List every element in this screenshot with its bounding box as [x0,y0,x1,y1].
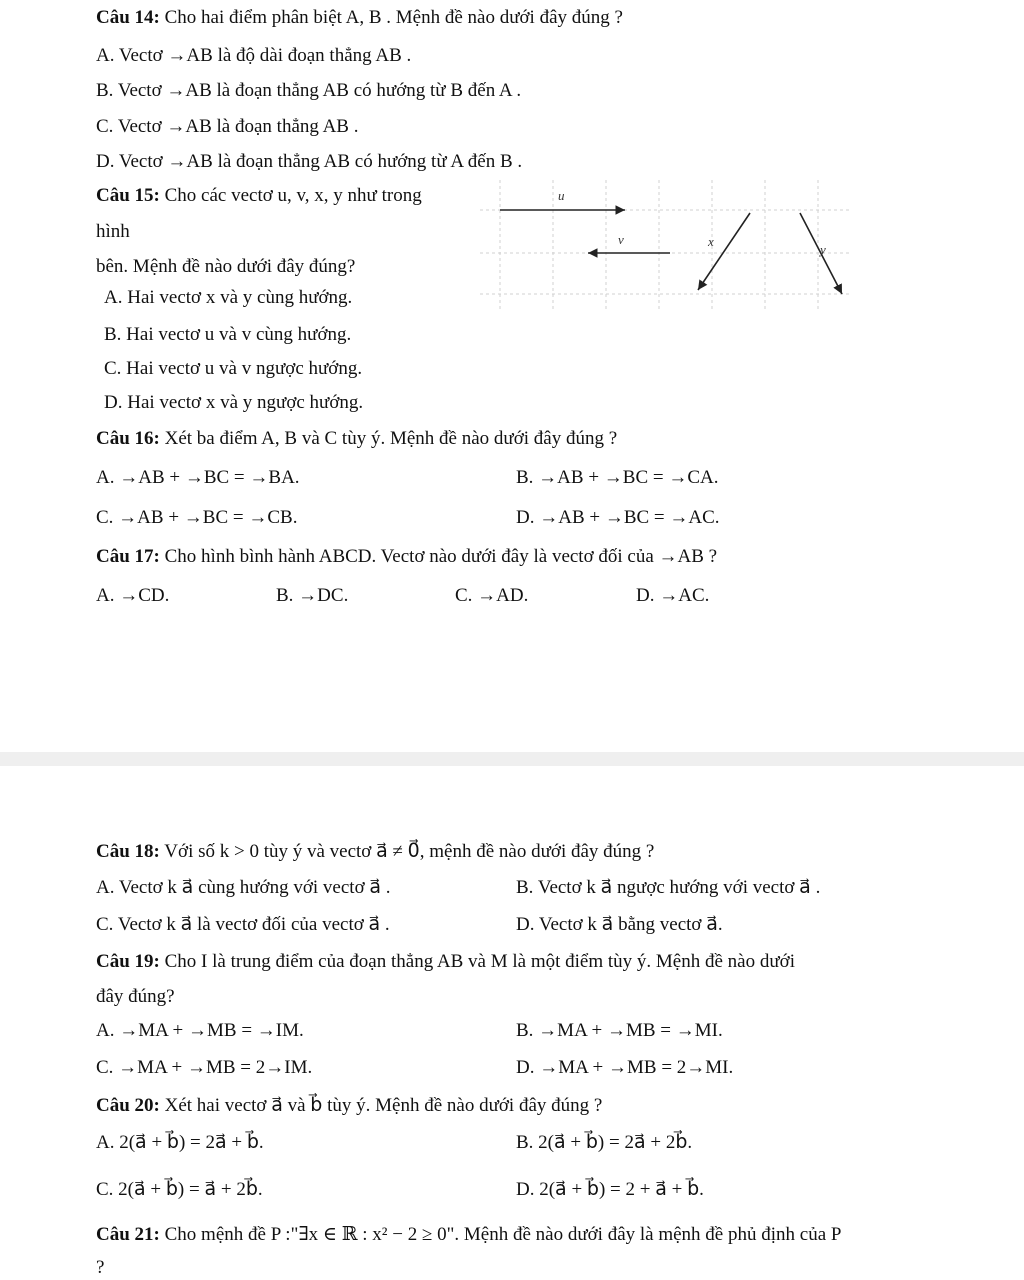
q19-text-line1: Cho I là trung điểm của đoạn thẳng AB và M là một điểm tùy ý. Mệnh đề nào dưới [164,951,795,972]
q17-option-a[interactable]: A. →CD. [96,585,170,606]
q20-option-c[interactable]: C. 2(a⃗ + b⃗) = a⃗ + 2b⃗. [96,1179,263,1200]
vector-x [698,213,750,290]
page-separator [0,752,1024,766]
q16-text: Xét ba điểm A, B và C tùy ý. Mệnh đề nào dưới đây đúng ? [164,428,618,449]
q19-option-d[interactable]: D. →MA + →MB = 2→MI. [516,1057,734,1078]
q15-option-d[interactable]: D. Hai vectơ x và y ngược hướng. [104,392,364,413]
q19-option-a[interactable]: A. →MA + →MB = →IM. [96,1020,304,1041]
q21-stem [96,1223,841,1247]
q15-text-line3: bên. Mệnh đề nào dưới đây đúng? [96,256,356,277]
q17-text: Cho hình bình hành ABCD. Vectơ nào dưới đây là vectơ đối của →AB ? [164,546,718,567]
q16-option-a[interactable]: A. →AB + →BC = →BA. [96,467,300,488]
q21-label: Câu 21: [96,1224,160,1245]
q14-stem [96,6,623,30]
q19-text-line2: đây đúng? [96,986,175,1007]
q14-option-a[interactable]: A. Vectơ →AB là độ dài đoạn thẳng AB . [96,45,412,66]
q15-option-a[interactable]: A. Hai vectơ x và y cùng hướng. [104,287,353,308]
q15-option-b[interactable]: B. Hai vectơ u và v cùng hướng. [104,324,352,345]
q20-label: Câu 20: [96,1095,160,1116]
q14-text: Cho hai điểm phân biệt A, B . Mệnh đề nào dưới đây đúng ? [164,7,623,28]
q17-stem [96,545,717,569]
q16-option-c[interactable]: C. →AB + →BC = →CB. [96,507,298,528]
q15-text-line2: hình [96,221,130,242]
q15-vector-figure [480,180,850,316]
q20-option-b[interactable]: B. 2(a⃗ + b⃗) = 2a⃗ + 2b⃗. [516,1132,693,1153]
q19-stem [96,950,795,974]
q16-stem [96,427,617,451]
q21-text-line2: ? [96,1257,105,1278]
q20-option-d[interactable]: D. 2(a⃗ + b⃗) = 2 + a⃗ + b⃗. [516,1179,704,1200]
q17-option-b[interactable]: B. →DC. [276,585,349,606]
q15-label: Câu 15: [96,185,160,206]
q19-label: Câu 19: [96,951,160,972]
q17-option-d[interactable]: D. →AC. [636,585,710,606]
vector-u-label: u⃗ [558,188,575,203]
q19-option-c[interactable]: C. →MA + →MB = 2→IM. [96,1057,313,1078]
q20-stem [96,1094,602,1118]
q15-text-line1: Cho các vectơ u, v, x, y như trong [164,185,422,206]
q15-stem [96,184,422,208]
vector-x-label: x⃗ [708,234,724,249]
q17-option-c[interactable]: C. →AD. [455,585,529,606]
q14-option-b[interactable]: B. Vectơ →AB là đoạn thẳng AB có hướng từ B đến A . [96,80,522,101]
q18-option-c[interactable]: C. Vectơ k a⃗ là vectơ đối của vectơ a⃗ . [96,914,390,935]
q18-option-d[interactable]: D. Vectơ k a⃗ bằng vectơ a⃗. [516,914,723,935]
q16-option-d[interactable]: D. →AB + →BC = →AC. [516,507,720,528]
grid-lines [480,180,850,312]
q14-option-d[interactable]: D. Vectơ →AB là đoạn thẳng AB có hướng từ A đến B . [96,151,523,172]
q18-text: Với số k > 0 tùy ý và vectơ a⃗ ≠ 0⃗, mệnh đề nào dưới đây đúng ? [164,841,655,862]
vector-y-label: y⃗ [820,242,836,257]
q18-option-a[interactable]: A. Vectơ k a⃗ cùng hướng với vectơ a⃗ . [96,877,391,898]
q21-text-line1: Cho mệnh đề P :"∃x ∈ ℝ : x² − 2 ≥ 0". Mệnh đề nào dưới đây là mệnh đề phủ định của P [164,1224,842,1245]
q18-label: Câu 18: [96,841,160,862]
q20-text: Xét hai vectơ a⃗ và b⃗ tùy ý. Mệnh đề nào dưới đây đúng ? [164,1095,603,1116]
q19-option-b[interactable]: B. →MA + →MB = →MI. [516,1020,723,1041]
q20-option-a[interactable]: A. 2(a⃗ + b⃗) = 2a⃗ + b⃗. [96,1132,264,1153]
q18-stem [96,840,654,864]
q16-label: Câu 16: [96,428,160,449]
vector-v-label: v⃗ [618,232,634,247]
q18-option-b[interactable]: B. Vectơ k a⃗ ngược hướng với vectơ a⃗ . [516,877,821,898]
q15-option-c[interactable]: C. Hai vectơ u và v ngược hướng. [104,358,363,379]
q14-option-c[interactable]: C. Vectơ →AB là đoạn thẳng AB . [96,116,359,137]
q16-option-b[interactable]: B. →AB + →BC = →CA. [516,467,719,488]
q17-label: Câu 17: [96,546,160,567]
q14-label: Câu 14: [96,7,160,28]
